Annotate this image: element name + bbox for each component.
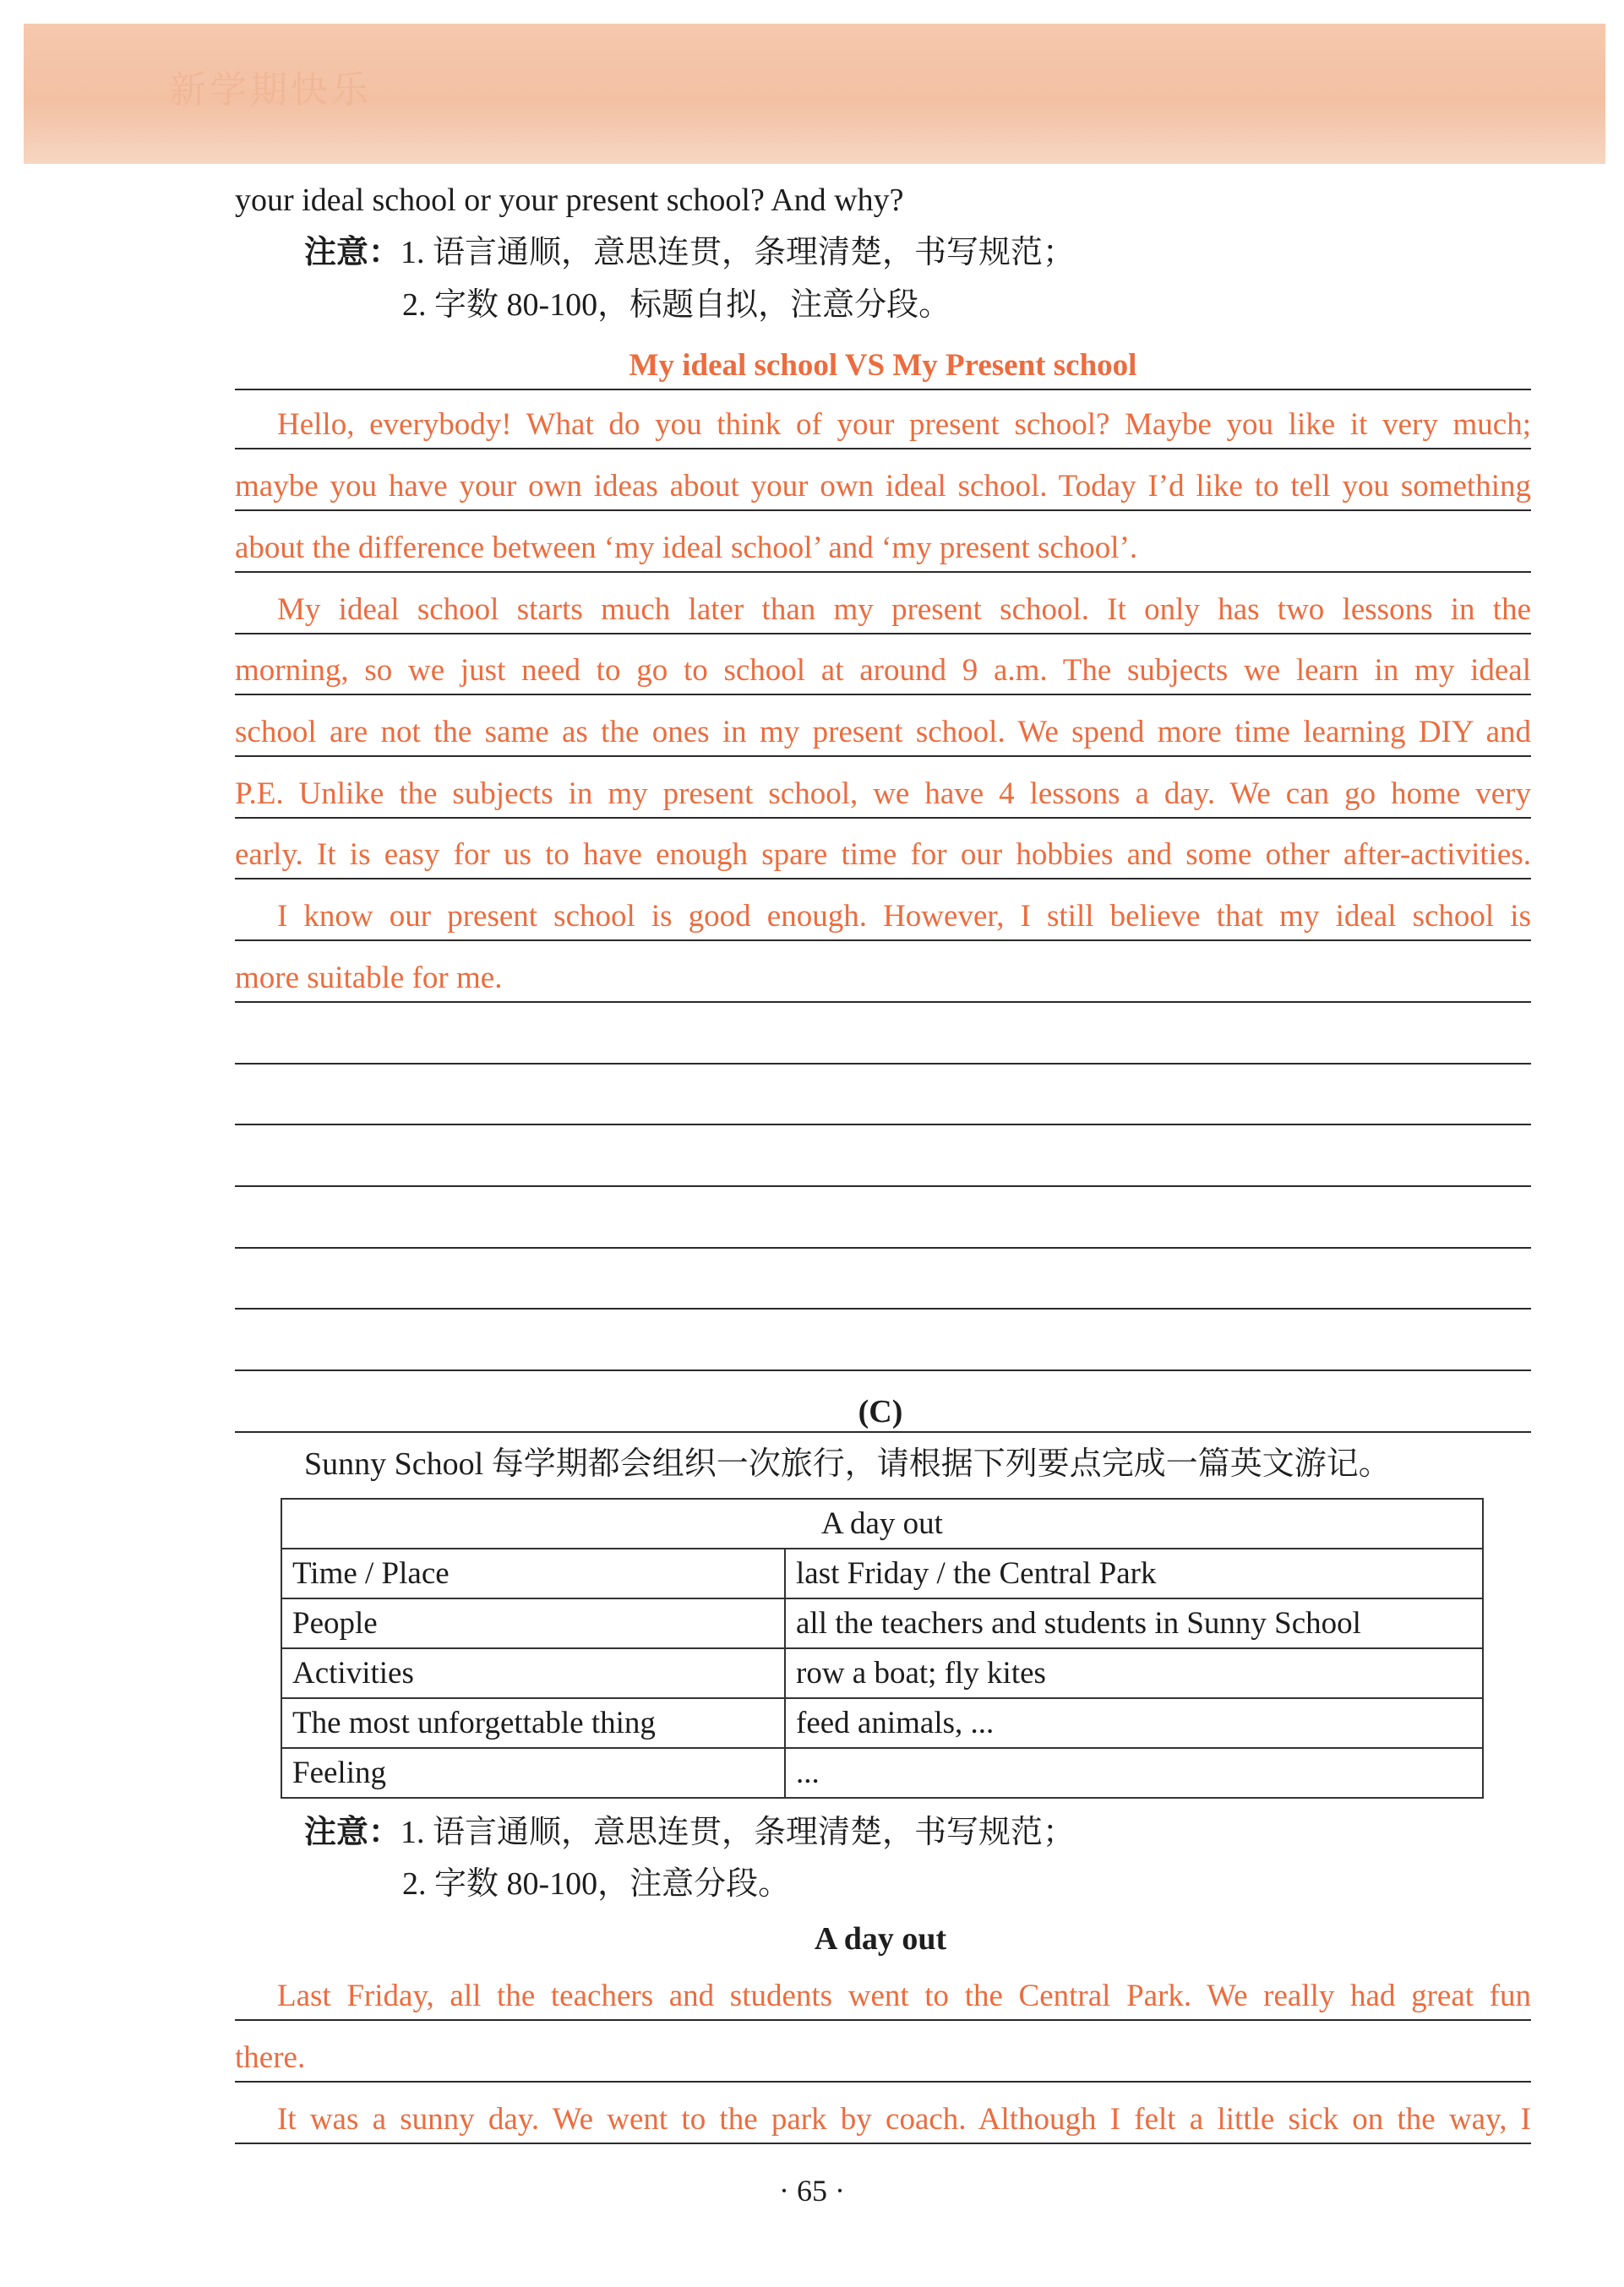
essay-line (235, 390, 1531, 449)
essay-line-text: school are not the same as the ones in my present school. We spend more time learning DIY and (235, 715, 1531, 749)
table-cell-value: ... (785, 1748, 1483, 1798)
essay-line (235, 1962, 1531, 2021)
outline-table (281, 1498, 1484, 1799)
essay-line-text: Last Friday, all the teachers and students went to the Central Park. We really had great fun (277, 1979, 1531, 2013)
table-cell-key: People (281, 1598, 785, 1648)
table-row (281, 1598, 1483, 1648)
section-c-instruction: Sunny School 每学期都会组织一次旅行，请根据下列要点完成一篇英文游记。 (304, 1446, 1391, 1482)
essay-line-text: My ideal school starts much later than my present school. It only has two lessons in the (277, 592, 1531, 627)
essay-line-text: there. (235, 2040, 306, 2075)
table-title: A day out (281, 1499, 1483, 1549)
essay-title: My ideal school VS My Present school (629, 348, 1137, 383)
table-row (281, 1698, 1483, 1748)
notes-b (304, 237, 1075, 269)
header-faint-text: 新学期快乐 (169, 68, 372, 112)
table-cell-key: Feeling (281, 1748, 785, 1798)
essay-line-text: early. It is easy for us to have enough spare time for our hobbies and some other after-activities. (235, 837, 1531, 872)
notes-label: 注意： (304, 235, 401, 270)
table-cell-key: Activities (281, 1648, 785, 1698)
page-number: · 65 · (779, 2174, 845, 2208)
table-row (281, 1648, 1483, 1698)
prompt-continuation: your ideal school or your present school? And why? (235, 182, 904, 218)
table-header-row (281, 1499, 1483, 1549)
blank-line (235, 1190, 1531, 1249)
essay-line (235, 575, 1531, 634)
essay-line-text: about the difference between ‘my ideal school’ and ‘my present school’. (235, 531, 1138, 565)
table-cell-key: Time / Place (281, 1549, 785, 1598)
essay-line-text: Hello, everybody! What do you think of your present school? Maybe you like it very much; (277, 407, 1531, 442)
notes-c (304, 1816, 1075, 1849)
notes-item-1: 1. 语言通顺，意思连贯，条理清楚，书写规范； (401, 1815, 1076, 1850)
essay-line (235, 2023, 1531, 2083)
essay-line (235, 514, 1531, 573)
table-cell-value: feed animals, ... (785, 1698, 1483, 1748)
essay-line (235, 2085, 1531, 2144)
blank-line (235, 1066, 1531, 1125)
essay-line-text: more suitable for me. (235, 961, 503, 995)
essay-line-text: P.E. Unlike the subjects in my present school, we have 4 lessons a day. We can go home very (235, 776, 1531, 811)
essay-line (235, 882, 1531, 941)
blank-line (235, 1250, 1531, 1310)
table-cell-value: all the teachers and students in Sunny School (785, 1598, 1483, 1648)
table-cell-value: last Friday / the Central Park (785, 1549, 1483, 1598)
essay-c-title: A day out (814, 1921, 947, 1957)
blank-line (235, 1005, 1531, 1065)
blank-line (235, 1128, 1531, 1187)
notes-item-1: 1. 语言通顺，意思连贯，条理清楚，书写规范； (401, 235, 1076, 270)
essay-line (235, 820, 1531, 879)
essay-line (235, 636, 1531, 695)
section-c-label: (C) (858, 1394, 903, 1429)
essay-line (235, 944, 1531, 1003)
table-cell-value: row a boat; fly kites (785, 1648, 1483, 1698)
essay-line (235, 698, 1531, 757)
table-cell-key: The most unforgettable thing (281, 1698, 785, 1748)
essay-line-text: I know our present school is good enough. However, I still believe that my ideal school is (277, 899, 1531, 934)
table-row (281, 1748, 1483, 1798)
essay-line-text: morning, so we just need to go to school at around 9 a.m. The subjects we learn in my ideal (235, 653, 1531, 688)
essay-line-text: It was a sunny day. We went to the park by coach. Although I felt a little sick on the way, I (277, 2102, 1531, 2137)
essay-line (235, 452, 1531, 511)
table-row (281, 1549, 1483, 1598)
notes-item-2: 2. 字数 80-100，标题自拟，注意分段。 (402, 287, 951, 323)
essay-title-line (235, 331, 1531, 390)
essay-line-text: maybe you have your own ideas about your own ideal school. Today I’d like to tell you something (235, 469, 1531, 504)
essay-line (235, 760, 1531, 819)
blank-line (235, 1312, 1531, 1371)
notes-item-2: 2. 字数 80-100，注意分段。 (402, 1866, 791, 1902)
notes-label: 注意： (304, 1815, 401, 1850)
